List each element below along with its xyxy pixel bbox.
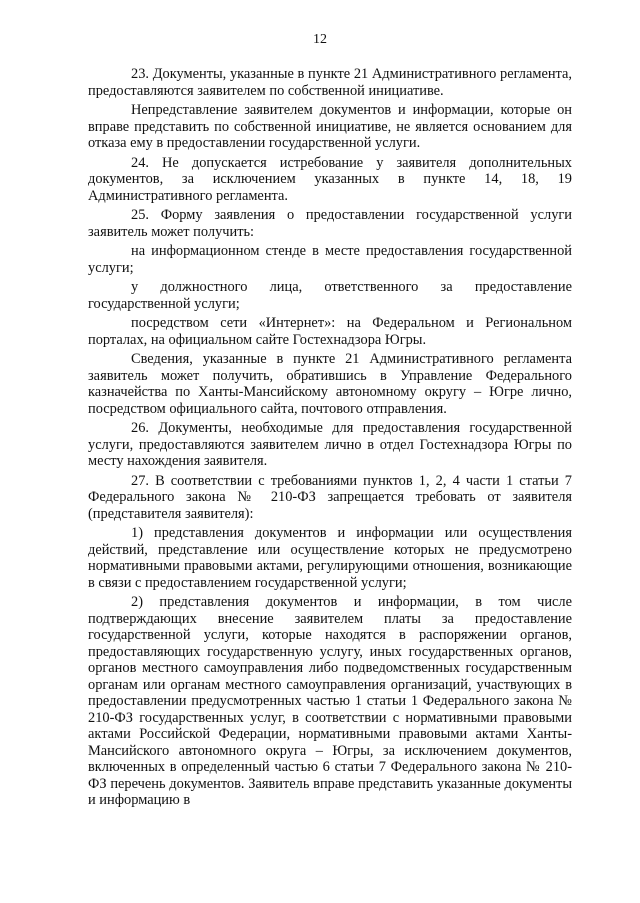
paragraph-24: 24. Не допускается истребование у заявителя дополнительных документов, за исключением указанных в пункте 14, 18, 19 Административного регламента. xyxy=(88,154,572,204)
paragraph-non-submission: Непредставление заявителем документов и информации, которые он вправе представить по собственной инициативе, не является основанием для отказа ему в предоставлении государственной услуги. xyxy=(88,102,572,151)
list-item-info-stand: на информационном стенде в месте предоставления государственной услуги; xyxy=(88,243,572,276)
list-item-27-1: 1) представления документов и информации или осуществления действий, представление или осуществление которых не предусмотрено нормативными правовыми актами, регулирующими отношения, возникающие в связи с предоставлением государственной услуги; xyxy=(88,525,572,591)
document-body xyxy=(88,66,572,812)
list-item-internet: посредством сети «Интернет»: на Федеральном и Региональном порталах, на официальном сайте Гостехнадзора Югры. xyxy=(88,315,572,348)
paragraph-23: 23. Документы, указанные в пункте 21 Административного регламента, предоставляются заявителем по собственной инициативе. xyxy=(88,66,572,99)
page-number: 12 xyxy=(313,32,327,47)
paragraph-27: 27. В соответствии с требованиями пунктов 1, 2, 4 части 1 статьи 7 Федерального закона № 210-ФЗ запрещается требовать от заявителя (представителя заявителя): xyxy=(88,472,572,522)
paragraph-25: 25. Форму заявления о предоставлении государственной услуги заявитель может получить: xyxy=(88,207,572,240)
paragraph-26: 26. Документы, необходимые для предоставления государственной услуги, предоставляются заявителем лично в отдел Гостехнадзора Югры по месту нахождения заявителя. xyxy=(88,420,572,469)
list-item-official: у должностного лица, ответственного за предоставление государственной услуги; xyxy=(88,279,572,312)
list-item-27-2: 2) представления документов и информации, в том числе подтверждающих внесение заявителем платы за предоставление государственной услуги, которые находятся в распоряжении органов, предоставляющих государственную услугу, иных государственных органов, органов местного самоуправления либо подведомственных государственным органам или органам местного самоуправления организаций, участвующих в предоставлении предусмотренных частью 1 статьи 1 Федерального закона № 210-ФЗ государственных услуг, в соответствии с нормативными правовыми актами Российской Федерации, нормативными правовыми актами Ханты-Мансийского автономного округа – Югры, за исключением документов, включенных в определенный частью 6 статьи 7 Федерального закона № 210-ФЗ перечень документов. Заявитель вправе представить указанные документы и информацию в xyxy=(88,594,572,808)
paragraph-treasury-info: Сведения, указанные в пункте 21 Административного регламента заявитель может получить, обратившись в Управление Федерального казначейства по Ханты-Мансийскому автономному округу – Югре лично, посредством официального сайта, почтового отправления. xyxy=(88,351,572,417)
